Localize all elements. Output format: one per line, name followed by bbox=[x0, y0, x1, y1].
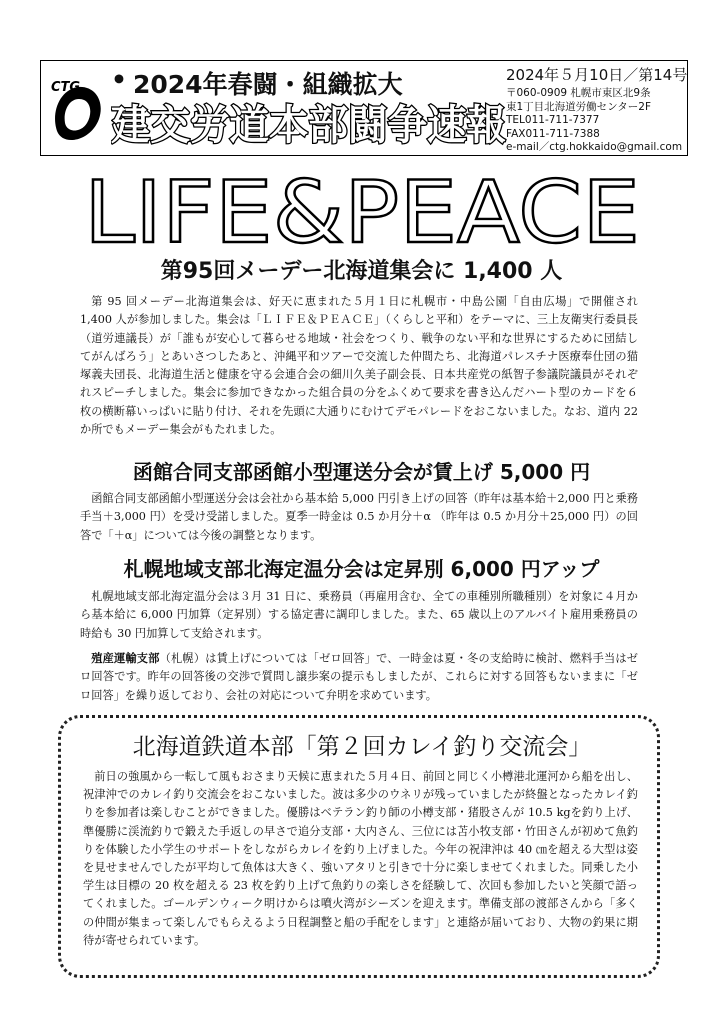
heading-fishing: 北海道鉄道本部「第２回カレイ釣り交流会」 bbox=[132, 734, 592, 760]
address-line2: 東1丁目北海道労働センター2F bbox=[506, 100, 651, 113]
body-shokusan bbox=[80, 650, 638, 705]
email: e-mail／ctg.hokkaido@gmail.com bbox=[506, 141, 683, 153]
tel: TEL011-711-7377 bbox=[506, 114, 600, 126]
fishing-box bbox=[58, 715, 660, 978]
fax: FAX011-711-7388 bbox=[506, 127, 600, 140]
ctg-logo-icon bbox=[47, 69, 109, 147]
bullet-dot: • bbox=[111, 65, 127, 94]
address-line1: 〒060-0909 札幌市東区北9条 bbox=[506, 87, 651, 99]
header-title-line1: 2024年春闘・組織拡大 bbox=[133, 70, 403, 99]
logo-text: CTG bbox=[51, 80, 81, 95]
body-hakodate: 函館合同支部函館小型運送分会は会社から基本給 5,000 円引き上げの回答（昨年は基本給＋2,000 円と乗務手当＋3,000 円）を受け受諾しました。夏季一時金は 0.5 か月分＋α （昨年は 0.5 か月分＋25,000 円）の回答で「＋α」については今後の調整となります。 bbox=[80, 492, 638, 542]
main-title bbox=[82, 168, 642, 252]
heading-hakodate: 函館合同支部函館小型運送分会が賃上げ 5,000 円 bbox=[132, 460, 591, 484]
heading-mayday: 第95回メーデー北海道集会に 1,400 人 bbox=[160, 259, 563, 284]
body-sapporo: 札幌地域支部北海定温分会は３月 31 日に、乗務員（再雇用含む、全ての車種別所職種別）を対象に４月から基本給に 6,000 円加算（定昇別）する協定書に調印しました。また、65 歳以上のアルバイト雇用乗務員の時給も 30 円加算して支給されます。 bbox=[80, 590, 638, 640]
masthead bbox=[40, 60, 688, 156]
shokusan-lead: 殖産運輸支部 bbox=[91, 652, 160, 665]
body-fishing: 前日の強風から一転して風もおさまり天候に恵まれた５月４日、前回と同じく小樽港北運河から船を出し、祝津沖でのカレイ釣り交流会をおこないました。波は多少のウネリが残っていましたが終盤となったカレイ釣りを参加者は楽しむことができました。優勝はベテラン釣り師の小樽支部・猪股さんが 10.5 kgを釣り上げ、準優勝に渓流釣りで鍛えた手返しの早さで追分支部・大内さん、三位には苫小牧支部・竹田さんが初めて魚釣りを体験した小学生のサポートをしながらカレイを釣り上げました。今年の祝津沖は 40 ㎝を超える大型は姿を見せませんでしたが平均して魚体は大きく、強いアタリと引きで十分に楽しませてくれました。同乗した小学生は目標の 20 枚を超える 23 枚を釣り上げて魚釣りの楽しさを経験して、次回も参加したいと笑顔で語ってくれました。ゴールデンウィーク明けからは噴火湾がシーズンを迎えます。準備支部の渡部さんから「多くの仲間が集まって楽しんでもらえるよう日程調整と船の手配をします」と連絡が届いており、大物の釣果に期待が寄せられています。 bbox=[83, 770, 638, 947]
header-info bbox=[506, 65, 686, 155]
shokusan-text: （札幌）は賃上げについては「ゼロ回答」で、一時金は夏・冬の支給時に検討、燃料手当はゼロ回答です。昨年の回答後の交渉で質問し譲歩案の提示もしましたが、これらに対する回答もないままに「ゼロ回答」を繰り返しており、会社の対応について弁明を求めています。 bbox=[80, 652, 638, 702]
issue-date: 2024年５月10日／第14号 bbox=[506, 66, 688, 84]
body-mayday: 第 95 回メーデー北海道集会は、好天に恵まれた５月１日に札幌市・中島公園「自由広場」で開催され 1,400 人が参加しました。集会は「ＬＩＦＥ＆ＰＥＡＣＥ」（くらしと平和）をテーマに、三上友衛実行委員長（道労連議長）が「誰もが安心して暮らせる地域・社会をつくり、戦争のない平和な世界にするために団結してがんばろう」とあいさつしたあと、沖縄平和ツアーで交流した仲間たち、北海道パレスチナ医療奉仕団の猫塚義夫団長、北海道生活と健康を守る会連合会の細川久美子副会長、日本共産党の紙智子参議院議員がそれぞれスピーチしました。集会に参加できなかった組合員の分をふくめて要求を書き込んだハート型のカードを６枚の横断幕いっぱいに貼り付け、それを先頭に大通りにむけてデモパレードをおこないました。なお、道内 22 か所でもメーデー集会がもたれました。 bbox=[80, 295, 638, 437]
heading-sapporo: 札幌地域支部北海定温分会は定昇別 6,000 円アップ bbox=[123, 557, 600, 581]
header-title-line2-text: 建交労道本部闘争速報 bbox=[111, 101, 506, 149]
header-title-line2 bbox=[111, 97, 511, 149]
main-title-text: LIFE&PEACE bbox=[84, 168, 640, 252]
